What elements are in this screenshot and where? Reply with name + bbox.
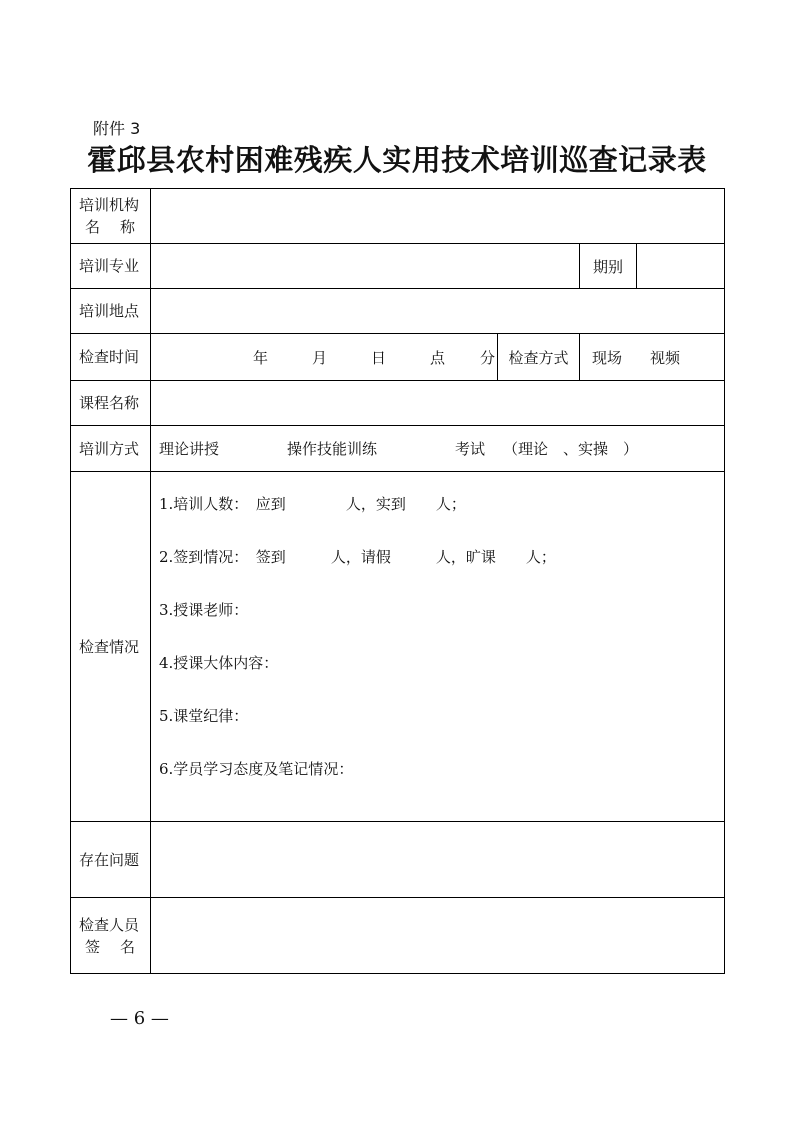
method-options [580,334,725,381]
option-skill-training[interactable]: 操作技能训练 [287,440,378,458]
day-unit: 日 [371,348,387,367]
method-label: 检查方式 [498,334,580,381]
row-inspector [71,898,725,974]
option-exam-detail: （理论 、实操 ） [503,440,639,458]
location-label: 培训地点 [71,289,151,334]
inspection-checklist[interactable] [151,472,725,822]
checklist-item-attendance-count: 1.培训人数： 应到 人，实到 人； [159,495,466,513]
inspection-label: 检查情况 [71,472,151,822]
row-issues [71,822,725,898]
minute-unit: 分 [480,348,496,367]
issues-field[interactable] [151,822,725,898]
row-location [71,289,725,334]
checklist-item-discipline: 5.课堂纪律： [159,707,249,725]
option-theory-lecture[interactable]: 理论讲授 [159,440,220,458]
training-method-label: 培训方式 [71,426,151,472]
period-field[interactable] [637,244,725,289]
option-exam[interactable]: 考试 [455,440,486,458]
form-title: 霍邱县农村困难残疾人实用技术培训巡查记录表 [87,143,707,177]
page-number: — 6 — [110,1008,169,1029]
row-course [71,381,725,426]
training-method-options [151,426,725,472]
row-major [71,244,725,289]
checklist-item-teacher: 3.授课老师： [159,601,249,619]
course-label: 课程名称 [71,381,151,426]
course-field[interactable] [151,381,725,426]
month-unit: 月 [312,348,328,367]
major-field[interactable] [151,244,580,289]
row-training-method [71,426,725,472]
checklist-item-sign-in: 2.签到情况： 签到 人，请假 人，旷课 人； [159,548,556,566]
hour-unit: 点 [430,348,446,367]
attachment-label: 附件 3 [93,119,141,138]
inspector-signature-field[interactable] [151,898,725,974]
inspection-record-table [70,188,725,974]
institution-label: 培训机构 名 称 [71,189,151,244]
row-time [71,334,725,381]
institution-field[interactable] [151,189,725,244]
checklist-item-attitude: 6.学员学习态度及笔记情况： [159,760,354,778]
year-unit: 年 [253,348,269,367]
major-label: 培训专业 [71,244,151,289]
checklist-item-content: 4.授课大体内容： [159,654,279,672]
inspector-label: 检查人员 签 名 [71,898,151,974]
row-institution [71,189,725,244]
row-inspection [71,472,725,822]
period-label: 期别 [580,244,637,289]
issues-label: 存在问题 [71,822,151,898]
location-field[interactable] [151,289,725,334]
method-onsite-option[interactable]: 现场 [592,348,623,367]
time-field[interactable] [151,334,498,381]
method-video-option[interactable]: 视频 [650,348,681,367]
time-label: 检查时间 [71,334,151,381]
